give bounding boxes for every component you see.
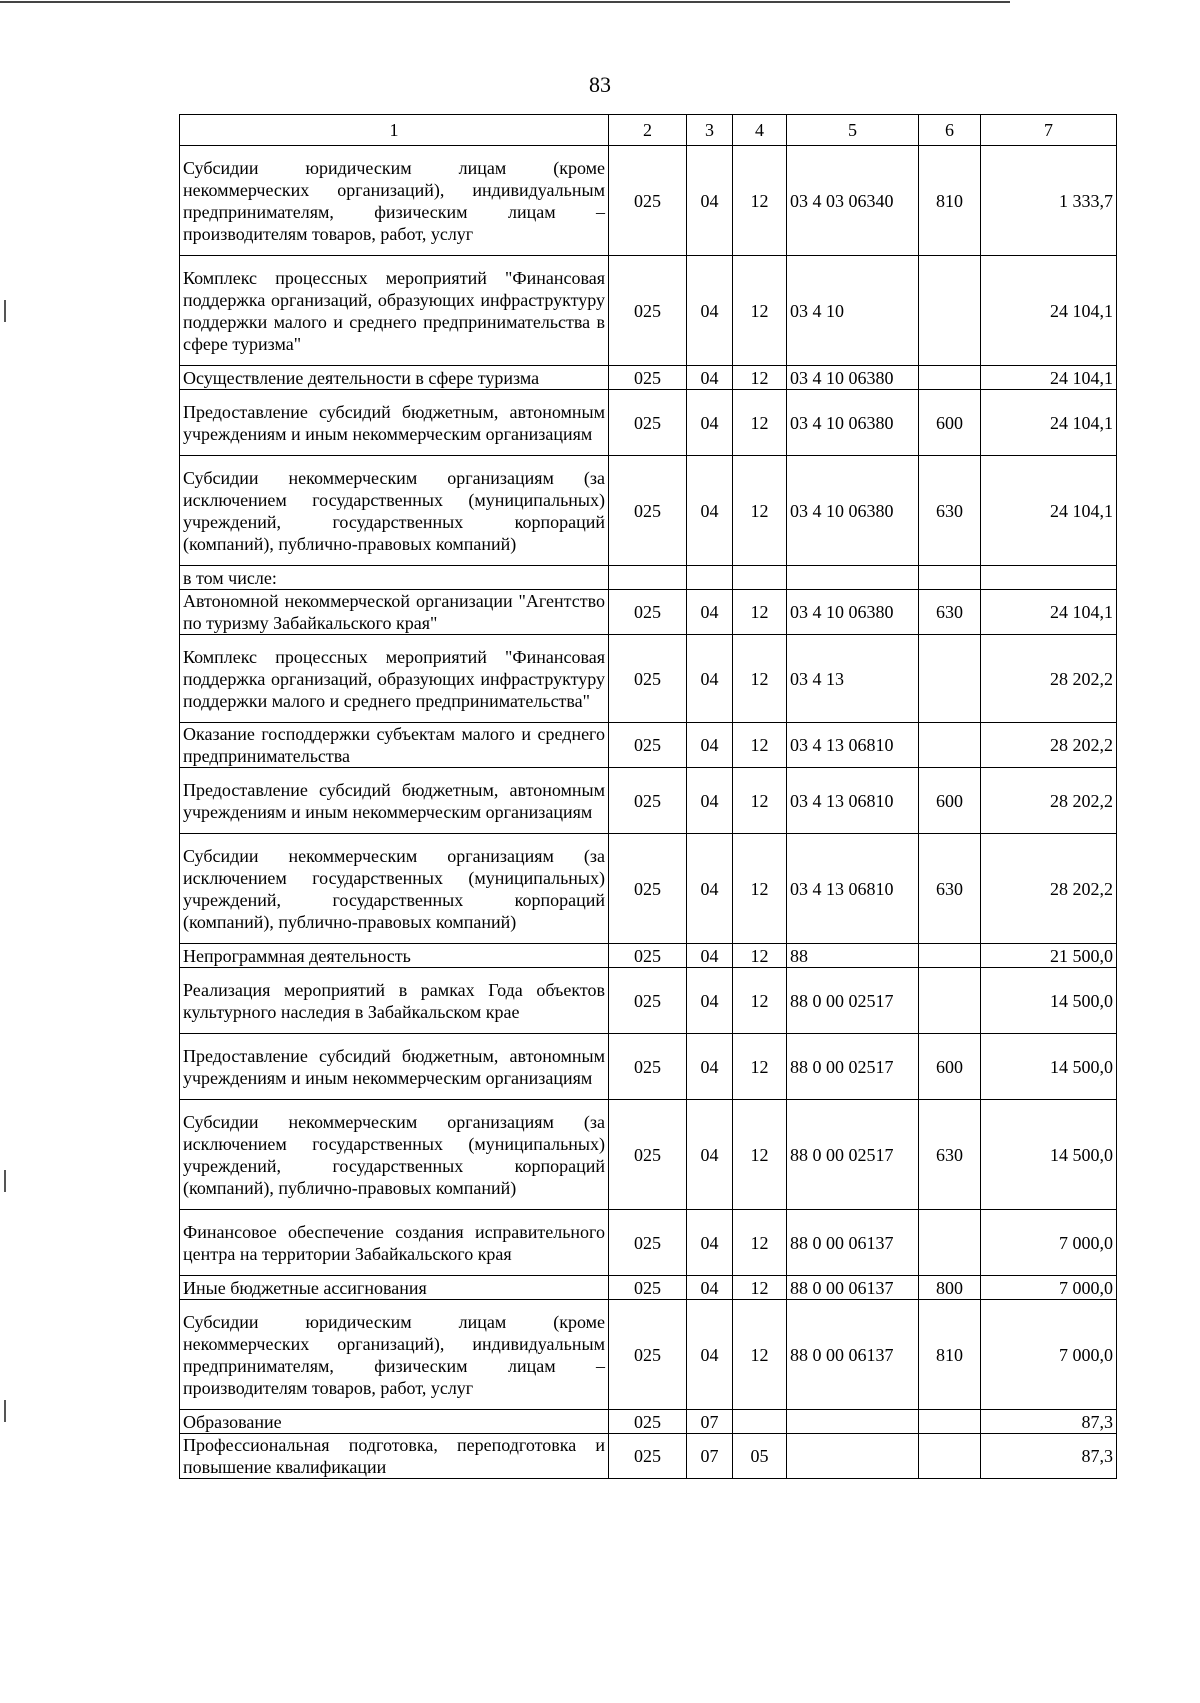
row-expense-type-cell: 800 (919, 1276, 981, 1300)
column-header: 6 (919, 115, 981, 146)
row-section-cell: 04 (687, 944, 733, 968)
row-name-cell: Иные бюджетные ассигнования (180, 1276, 609, 1300)
row-expense-type-cell (919, 968, 981, 1034)
row-amount-cell: 7 000,0 (981, 1300, 1117, 1410)
table-row (180, 1034, 1117, 1100)
table-row (180, 256, 1117, 366)
row-target-article-cell (787, 566, 919, 590)
row-name-cell: Автономной некоммерческой организации "Агентство по туризму Забайкальского края" (180, 590, 609, 635)
row-subsection-cell: 12 (733, 768, 787, 834)
scan-border-top (0, 1, 1010, 3)
row-section-cell: 04 (687, 834, 733, 944)
row-admin-code-cell: 025 (609, 1434, 687, 1479)
row-expense-type-cell: 630 (919, 456, 981, 566)
row-subsection-cell: 05 (733, 1434, 787, 1479)
row-section-cell: 04 (687, 968, 733, 1034)
row-section-cell: 04 (687, 635, 733, 723)
row-name-cell: в том числе: (180, 566, 609, 590)
row-expense-type-cell (919, 1434, 981, 1479)
row-amount-cell: 28 202,2 (981, 768, 1117, 834)
row-expense-type-cell (919, 366, 981, 390)
row-admin-code-cell: 025 (609, 1410, 687, 1434)
row-target-article-cell: 03 4 13 06810 (787, 834, 919, 944)
row-name-cell: Субсидии некоммерческим организациям (за исключением государственных (муниципальных) учреждений, государственных корпораций (компаний), публично-правовых компаний) (180, 834, 609, 944)
row-section-cell: 04 (687, 1100, 733, 1210)
row-amount-cell: 24 104,1 (981, 390, 1117, 456)
row-target-article-cell: 03 4 03 06340 (787, 146, 919, 256)
row-amount-cell: 87,3 (981, 1410, 1117, 1434)
row-section-cell: 04 (687, 1034, 733, 1100)
row-admin-code-cell: 025 (609, 1100, 687, 1210)
row-expense-type-cell (919, 635, 981, 723)
row-amount-cell: 24 104,1 (981, 366, 1117, 390)
row-section-cell: 04 (687, 146, 733, 256)
row-section-cell: 04 (687, 723, 733, 768)
row-admin-code-cell: 025 (609, 944, 687, 968)
row-amount-cell: 24 104,1 (981, 590, 1117, 635)
table-row (180, 1434, 1117, 1479)
row-target-article-cell: 03 4 10 06380 (787, 456, 919, 566)
row-admin-code-cell: 025 (609, 834, 687, 944)
row-subsection-cell: 12 (733, 456, 787, 566)
row-section-cell (687, 566, 733, 590)
table-row (180, 968, 1117, 1034)
row-admin-code-cell: 025 (609, 1034, 687, 1100)
row-subsection-cell: 12 (733, 146, 787, 256)
row-section-cell: 04 (687, 366, 733, 390)
row-subsection-cell: 12 (733, 834, 787, 944)
row-section-cell: 04 (687, 456, 733, 566)
table-row (180, 566, 1117, 590)
row-admin-code-cell: 025 (609, 366, 687, 390)
table-row (180, 366, 1117, 390)
row-amount-cell: 28 202,2 (981, 834, 1117, 944)
row-section-cell: 04 (687, 390, 733, 456)
row-expense-type-cell: 600 (919, 768, 981, 834)
row-expense-type-cell (919, 256, 981, 366)
row-admin-code-cell: 025 (609, 456, 687, 566)
row-section-cell: 04 (687, 1210, 733, 1276)
row-amount-cell: 1 333,7 (981, 146, 1117, 256)
row-expense-type-cell: 810 (919, 1300, 981, 1410)
row-admin-code-cell: 025 (609, 1210, 687, 1276)
row-subsection-cell: 12 (733, 1034, 787, 1100)
row-expense-type-cell (919, 566, 981, 590)
row-admin-code-cell: 025 (609, 635, 687, 723)
column-header: 4 (733, 115, 787, 146)
row-subsection-cell: 12 (733, 256, 787, 366)
row-target-article-cell: 03 4 13 06810 (787, 723, 919, 768)
column-header: 1 (180, 115, 609, 146)
scan-margin-mark (4, 1400, 6, 1422)
column-header: 7 (981, 115, 1117, 146)
row-target-article-cell: 88 0 00 06137 (787, 1276, 919, 1300)
row-name-cell: Реализация мероприятий в рамках Года объектов культурного наследия в Забайкальском крае (180, 968, 609, 1034)
table-row (180, 590, 1117, 635)
row-section-cell: 07 (687, 1410, 733, 1434)
table-row (180, 944, 1117, 968)
row-expense-type-cell (919, 1210, 981, 1276)
page-number: 83 (589, 72, 611, 97)
row-subsection-cell: 12 (733, 1300, 787, 1410)
row-expense-type-cell: 630 (919, 834, 981, 944)
row-name-cell: Субсидии юридическим лицам (кроме некоммерческих организаций), индивидуальным предпринимателям, физическим лицам – производителям товаров, работ, услуг (180, 146, 609, 256)
row-name-cell: Субсидии юридическим лицам (кроме некоммерческих организаций), индивидуальным предпринимателям, физическим лицам – производителям товаров, работ, услуг (180, 1300, 609, 1410)
row-subsection-cell (733, 566, 787, 590)
row-amount-cell: 7 000,0 (981, 1210, 1117, 1276)
row-expense-type-cell: 600 (919, 1034, 981, 1100)
row-amount-cell: 24 104,1 (981, 456, 1117, 566)
row-admin-code-cell: 025 (609, 146, 687, 256)
row-name-cell: Профессиональная подготовка, переподготовка и повышение квалификации (180, 1434, 609, 1479)
row-amount-cell: 21 500,0 (981, 944, 1117, 968)
row-subsection-cell (733, 1410, 787, 1434)
row-amount-cell: 28 202,2 (981, 723, 1117, 768)
table-row (180, 390, 1117, 456)
row-admin-code-cell: 025 (609, 723, 687, 768)
row-admin-code-cell: 025 (609, 968, 687, 1034)
row-subsection-cell: 12 (733, 635, 787, 723)
row-name-cell: Оказание господдержки субъектам малого и среднего предпринимательства (180, 723, 609, 768)
row-amount-cell: 87,3 (981, 1434, 1117, 1479)
row-expense-type-cell (919, 944, 981, 968)
row-amount-cell: 24 104,1 (981, 256, 1117, 366)
row-target-article-cell: 88 0 00 02517 (787, 968, 919, 1034)
row-target-article-cell: 03 4 13 (787, 635, 919, 723)
row-name-cell: Непрограммная деятельность (180, 944, 609, 968)
row-name-cell: Комплекс процессных мероприятий "Финансовая поддержка организаций, образующих инфраструктуру поддержки малого и среднего предпринимательства" (180, 635, 609, 723)
row-amount-cell (981, 566, 1117, 590)
table-row (180, 1100, 1117, 1210)
row-name-cell: Субсидии некоммерческим организациям (за исключением государственных (муниципальных) учреждений, государственных корпораций (компаний), публично-правовых компаний) (180, 1100, 609, 1210)
row-subsection-cell: 12 (733, 590, 787, 635)
column-header: 5 (787, 115, 919, 146)
table-row (180, 635, 1117, 723)
scan-margin-mark (4, 1170, 6, 1192)
row-target-article-cell: 88 0 00 02517 (787, 1034, 919, 1100)
row-admin-code-cell: 025 (609, 390, 687, 456)
row-admin-code-cell: 025 (609, 1300, 687, 1410)
row-section-cell: 04 (687, 256, 733, 366)
row-admin-code-cell: 025 (609, 256, 687, 366)
row-subsection-cell: 12 (733, 1100, 787, 1210)
row-subsection-cell: 12 (733, 1276, 787, 1300)
row-target-article-cell: 03 4 10 (787, 256, 919, 366)
row-expense-type-cell (919, 1410, 981, 1434)
row-name-cell: Осуществление деятельности в сфере туризма (180, 366, 609, 390)
row-admin-code-cell: 025 (609, 768, 687, 834)
row-amount-cell: 28 202,2 (981, 635, 1117, 723)
row-subsection-cell: 12 (733, 723, 787, 768)
row-section-cell: 04 (687, 1300, 733, 1410)
table-row (180, 1276, 1117, 1300)
row-subsection-cell: 12 (733, 366, 787, 390)
row-expense-type-cell: 630 (919, 590, 981, 635)
table-row (180, 768, 1117, 834)
table-row (180, 456, 1117, 566)
table-row (180, 1210, 1117, 1276)
column-header: 3 (687, 115, 733, 146)
row-amount-cell: 7 000,0 (981, 1276, 1117, 1300)
column-header: 2 (609, 115, 687, 146)
row-name-cell: Финансовое обеспечение создания исправительного центра на территории Забайкальского края (180, 1210, 609, 1276)
row-admin-code-cell (609, 566, 687, 590)
row-target-article-cell: 88 0 00 06137 (787, 1300, 919, 1410)
row-subsection-cell: 12 (733, 1210, 787, 1276)
row-name-cell: Предоставление субсидий бюджетным, автономным учреждениям и иным некоммерческим организациям (180, 1034, 609, 1100)
row-amount-cell: 14 500,0 (981, 1100, 1117, 1210)
row-name-cell: Предоставление субсидий бюджетным, автономным учреждениям и иным некоммерческим организациям (180, 390, 609, 456)
row-target-article-cell (787, 1434, 919, 1479)
row-target-article-cell: 88 0 00 06137 (787, 1210, 919, 1276)
budget-table (179, 114, 1117, 1479)
row-expense-type-cell: 810 (919, 146, 981, 256)
row-target-article-cell: 03 4 10 06380 (787, 366, 919, 390)
scan-margin-mark (4, 300, 6, 322)
row-target-article-cell: 03 4 10 06380 (787, 590, 919, 635)
row-amount-cell: 14 500,0 (981, 1034, 1117, 1100)
row-name-cell: Комплекс процессных мероприятий "Финансовая поддержка организаций, образующих инфраструктуру поддержки малого и среднего предпринимательства в сфере туризма" (180, 256, 609, 366)
table-row (180, 146, 1117, 256)
row-admin-code-cell: 025 (609, 1276, 687, 1300)
row-admin-code-cell: 025 (609, 590, 687, 635)
table-row (180, 834, 1117, 944)
row-amount-cell: 14 500,0 (981, 968, 1117, 1034)
table-row (180, 723, 1117, 768)
row-target-article-cell: 03 4 10 06380 (787, 390, 919, 456)
row-subsection-cell: 12 (733, 390, 787, 456)
row-subsection-cell: 12 (733, 944, 787, 968)
row-section-cell: 04 (687, 590, 733, 635)
row-target-article-cell: 88 (787, 944, 919, 968)
row-expense-type-cell (919, 723, 981, 768)
row-section-cell: 07 (687, 1434, 733, 1479)
row-section-cell: 04 (687, 1276, 733, 1300)
row-name-cell: Субсидии некоммерческим организациям (за исключением государственных (муниципальных) учреждений, государственных корпораций (компаний), публично-правовых компаний) (180, 456, 609, 566)
row-expense-type-cell: 600 (919, 390, 981, 456)
row-target-article-cell (787, 1410, 919, 1434)
row-target-article-cell: 03 4 13 06810 (787, 768, 919, 834)
row-subsection-cell: 12 (733, 968, 787, 1034)
table-row (180, 1300, 1117, 1410)
table-header-row (180, 115, 1117, 146)
row-name-cell: Предоставление субсидий бюджетным, автономным учреждениям и иным некоммерческим организациям (180, 768, 609, 834)
row-name-cell: Образование (180, 1410, 609, 1434)
row-section-cell: 04 (687, 768, 733, 834)
row-target-article-cell: 88 0 00 02517 (787, 1100, 919, 1210)
table-row (180, 1410, 1117, 1434)
row-expense-type-cell: 630 (919, 1100, 981, 1210)
